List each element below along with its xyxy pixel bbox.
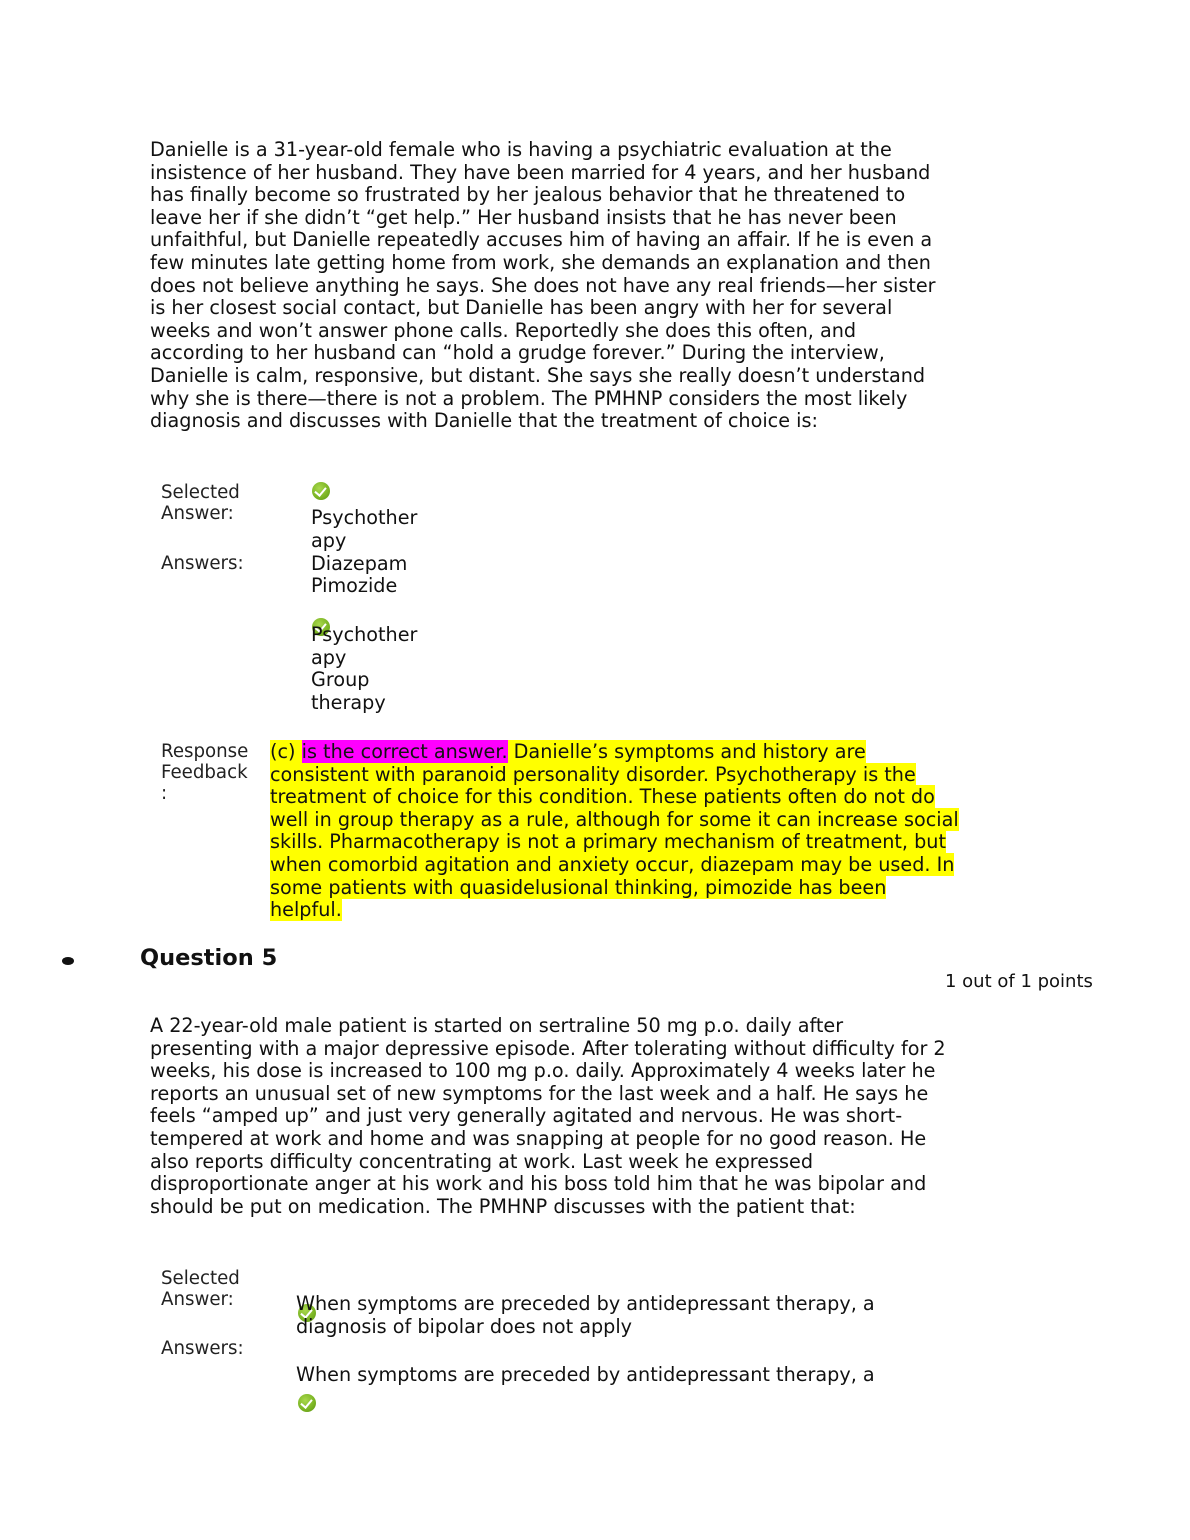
- q4-answer-diazepam: Diazepam: [311, 552, 408, 575]
- feedback-highlight: is the correct answer.: [301, 740, 508, 763]
- answer-text: Psychother: [311, 506, 418, 529]
- feedback-text: treatment of choice for this condition. These patients often do not do: [270, 785, 935, 809]
- q4-answer-psychotherapy: [311, 624, 417, 669]
- answer-text: apy: [311, 645, 347, 669]
- question-title: Question 5: [140, 945, 278, 971]
- answer-text: apy: [311, 528, 347, 552]
- feedback-text: when comorbid agitation and anxiety occur, diazepam may be used. In: [270, 852, 955, 876]
- q5-answer-1: When symptoms are preceded by antidepressant therapy, a: [296, 1363, 875, 1386]
- answer-text: Psychother: [311, 623, 418, 646]
- q5-selected-answer-label: Selected Answer:: [161, 1268, 240, 1310]
- q4-answer-group-therapy: [311, 669, 386, 714]
- q4-selected-answer-label: Selected Answer:: [161, 482, 240, 524]
- q5-selected-answer: [296, 1293, 875, 1338]
- q4-feedback-label: Response Feedback :: [161, 741, 249, 804]
- q4-selected-answer: [311, 507, 417, 552]
- q5-answers-label: Answers:: [161, 1338, 244, 1359]
- feedback-text: some patients with quasidelusional thinking, pimozide has been: [270, 875, 887, 899]
- q4-stem: Danielle is a 31-year-old female who is having a psychiatric evaluation at the insistence of her husband. They have been married for 4 years, and her husband has finally become so frustrated by her jealous behavior that he threatened to leave her if she didn’t “get help.” Her husband insists that he has never been unfaithful, but Danielle repeatedly accuses him of having an affair. If he is even a few minutes late getting home from work, she demands an explanation and then does not believe anything he says. She does not have any real friends—her sister is her closest social contact, but Danielle has been angry with her for several weeks and won’t answer phone calls. Reportedly she does this often, and according to her husband can “hold a grudge forever.” During the interview, Danielle is calm, responsive, but distant. She says she really doesn’t understand why she is there—there is not a problem. The PMHNP considers the most likely diagnosis and discusses with Danielle that the treatment of choice is:: [150, 138, 936, 433]
- feedback-text: skills. Pharmacotherapy is not a primary mechanism of treatment, but: [270, 830, 946, 854]
- correct-check-icon: [312, 482, 330, 500]
- answer-text: Group: [311, 668, 370, 691]
- q5-stem: A 22-year-old male patient is started on sertraline 50 mg p.o. daily after presenting with a major depressive episode. After tolerating without difficulty for 2 weeks, his dose is increased to 100 mg p.o. daily. Approximately 4 weeks later he reports an unusual set of new symptoms for the last week and a half. He says he feels “amped up” and just very generally agitated and nervous. He was short- tempered at work and home and was snapping at people for no good reason. He also reports difficulty concentrating at work. Last week he expressed disproportionate anger at his work and his boss told him that he was bipolar and should be put on medication. The PMHNP discusses with the patient that:: [150, 1014, 946, 1218]
- feedback-text: well in group therapy as a rule, although for some it can increase social: [270, 807, 959, 831]
- q4-answer-pimozide: Pimozide: [311, 574, 398, 597]
- feedback-text: (c): [270, 740, 302, 763]
- answer-text: therapy: [311, 690, 386, 714]
- q4-response-feedback: [270, 741, 990, 922]
- bullet-icon: [62, 957, 74, 965]
- feedback-text: Danielle’s symptoms and history are: [507, 740, 866, 763]
- correct-check-icon: [298, 1394, 316, 1412]
- feedback-text: helpful.: [270, 898, 342, 922]
- answer-text: diagnosis of bipolar does not apply: [296, 1314, 633, 1338]
- question-points: 1 out of 1 points: [945, 971, 1093, 992]
- answer-text: When symptoms are preceded by antidepressant therapy, a: [296, 1292, 875, 1315]
- q4-answers-label: Answers:: [161, 553, 244, 574]
- feedback-text: consistent with paranoid personality disorder. Psychotherapy is the: [270, 762, 916, 786]
